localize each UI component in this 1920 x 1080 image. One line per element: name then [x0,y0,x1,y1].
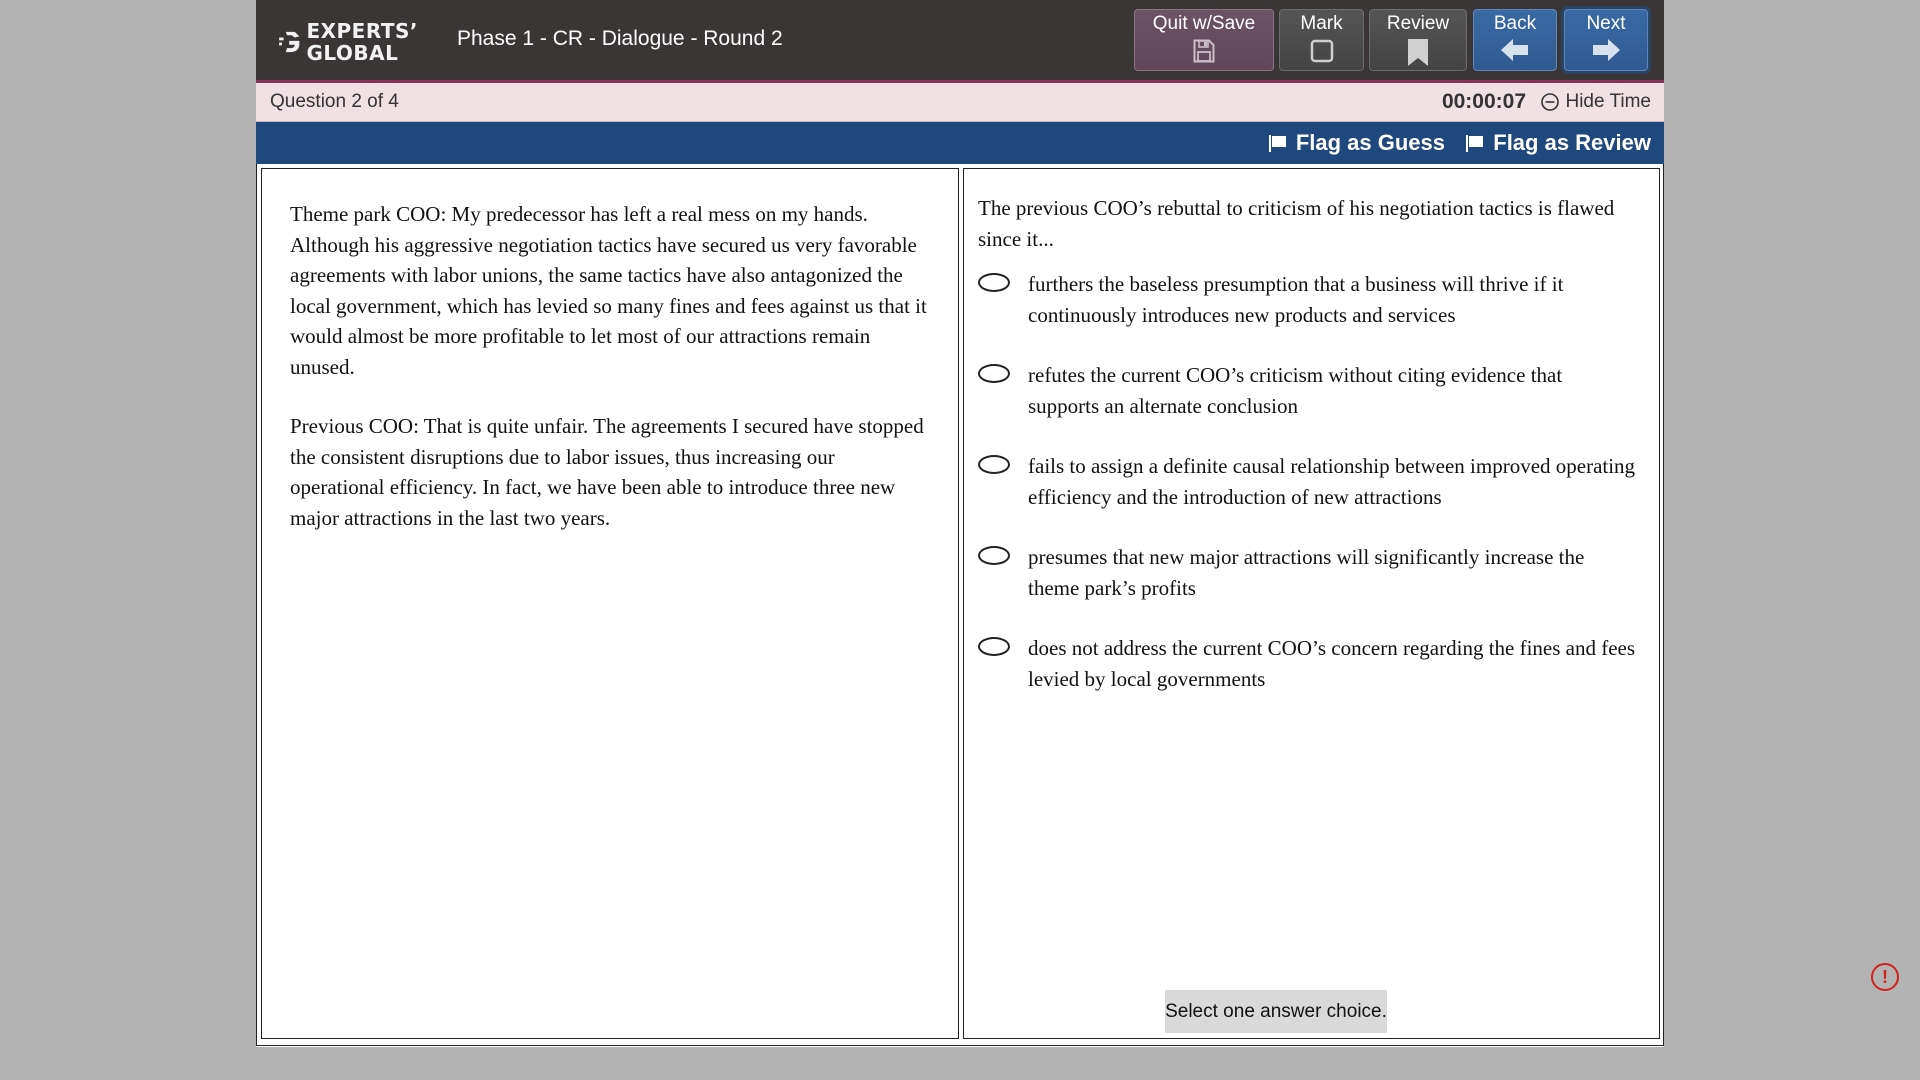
flag-icon [1268,133,1288,153]
answer-choice-a[interactable] [978,269,1638,330]
choice-text: does not address the current COO’s concern regarding the fines and fees levied by local governments [1028,636,1636,691]
radio-button[interactable] [978,273,1010,292]
choice-text: refutes the current COO’s criticism without citing evidence that supports an alternate conclusion [1028,363,1563,418]
choice-text: fails to assign a definite causal relationship between improved operating efficiency and the introduction of new attractions [1028,454,1636,509]
arrow-right-icon [1592,39,1620,61]
radio-button[interactable] [978,455,1010,474]
answer-choices [978,269,1638,724]
alert-icon[interactable]: ! [1871,963,1899,991]
flag-as-guess-label: Flag as Guess [1295,130,1445,155]
flag-toolbar [256,122,1664,164]
test-title: Phase 1 - CR - Dialogue - Round 2 [457,27,783,50]
floppy-disk-icon [1193,39,1215,63]
passage-paragraph: Theme park COO: My predecessor has left a real mess on my hands. Although his aggressive negotiation tactics have secured us very favorable agreements with labor unions, the same tactics have also antagonized the local government, which has levied so many fines and fees against us that it would almost be more profitable to let most of our attractions remain unused. [290,202,927,379]
answer-choice-b[interactable] [978,360,1638,421]
minus-circle-icon [1540,92,1560,112]
flag-icon [1465,133,1485,153]
arrow-left-icon [1501,39,1529,61]
header-bar [256,0,1664,83]
passage-text [290,199,930,562]
question-info-bar [256,83,1664,122]
select-answer-message: Select one answer choice. [1165,990,1387,1033]
quit-save-label: Quit w/Save [1152,13,1256,34]
question-stem: The previous COO’s rebuttal to criticism of his negotiation tactics is flawed since it... [978,196,1615,251]
flag-as-guess-button[interactable] [1268,130,1445,156]
radio-button[interactable] [978,637,1010,656]
logo-line-2: GLOBAL [306,41,399,65]
hide-time-toggle[interactable] [1540,91,1651,113]
flag-as-review-button[interactable] [1465,130,1651,156]
answer-choice-c[interactable] [978,451,1638,512]
test-app [256,0,1664,1047]
passage-paragraph: Previous COO: That is quite unfair. The agreements I secured have stopped the consistent disruptions due to labor issues, thus increasing our operational efficiency. In fact, we have been able to introduce three new major attractions in the last two years. [290,414,924,530]
next-button[interactable] [1564,9,1648,71]
answer-choice-d[interactable] [978,542,1638,603]
choice-text: furthers the baseless presumption that a business will thrive if it continuously introduces new products and services [1028,272,1564,327]
mark-label: Mark [1300,13,1343,34]
bookmark-icon [1407,39,1429,67]
review-label: Review [1386,13,1450,34]
radio-button[interactable] [978,364,1010,383]
timer: 00:00:07 [1441,90,1526,113]
experts-global-logo [278,18,418,66]
question-panel [963,168,1660,1039]
answer-choice-e[interactable] [978,633,1638,694]
logo-line-1: EXPERTS’ [306,19,418,43]
back-button[interactable] [1473,9,1557,71]
quit-save-button[interactable] [1134,9,1274,71]
choice-text: presumes that new major attractions will significantly increase the theme park’s profits [1028,545,1585,600]
mark-button[interactable] [1279,9,1364,71]
checkbox-square-icon [1310,39,1334,63]
passage-panel [261,168,959,1039]
back-label: Back [1493,13,1537,34]
logo-text [306,20,418,64]
question-counter: Question 2 of 4 [270,91,399,112]
next-label: Next [1586,13,1626,34]
radio-button[interactable] [978,546,1010,565]
review-button[interactable] [1369,9,1467,71]
hide-time-label: Hide Time [1565,91,1651,112]
content-frame [256,164,1664,1046]
flag-as-review-label: Flag as Review [1493,130,1651,155]
logo-g-icon [278,20,300,64]
